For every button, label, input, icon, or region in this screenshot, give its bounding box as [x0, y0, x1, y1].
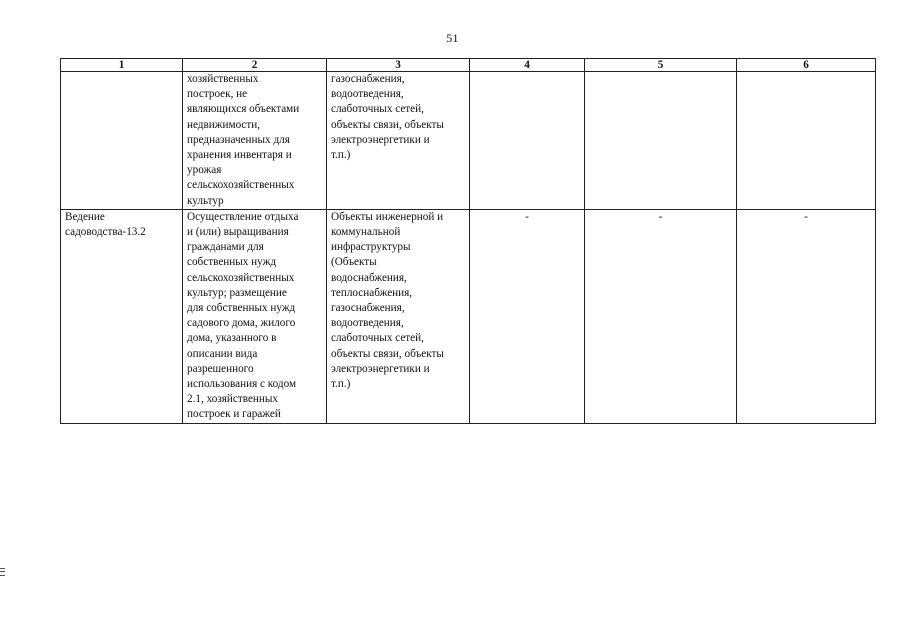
cell-objects [327, 72, 470, 210]
cell-text-line: Объекты инженерной и [331, 210, 444, 223]
cell-col6 [737, 72, 876, 210]
column-header-5: 5 [585, 59, 737, 72]
cell-objects [327, 209, 470, 423]
cell-text-line: 2.1, хозяйственных [187, 393, 279, 406]
cell-text-line: описании вида [187, 347, 258, 360]
table-row [61, 209, 876, 423]
cell-text-line: электроэнергетики и [331, 133, 430, 146]
cell-text-line: объекты связи, объекты [331, 118, 444, 131]
column-header-4: 4 [470, 59, 585, 72]
cell-col4: - [470, 209, 585, 423]
cell-text-line: Осуществление отдыха [187, 210, 299, 223]
cell-description [183, 72, 327, 210]
cell-text-line: хранения инвентаря и [187, 149, 292, 162]
page-number: 51 [446, 31, 459, 45]
cell-text-line: сельскохозяйственных [187, 271, 295, 284]
cell-text-line: т.п.) [331, 149, 351, 162]
cell-text-line: т.п.) [331, 378, 351, 391]
cell-text-line: дома, указанного в [187, 332, 277, 345]
cell-text-line: водоотведения, [331, 317, 404, 330]
cell-text-line: газоснабжения, [331, 73, 405, 85]
cell-col6: - [737, 209, 876, 423]
cell-text-line: использования с кодом [187, 378, 297, 391]
scan-edge-mark [0, 568, 5, 576]
column-header-1: 1 [61, 59, 183, 72]
cell-col4 [470, 72, 585, 210]
cell-text-line: газоснабжения, [331, 302, 405, 315]
cell-description [183, 209, 327, 423]
cell-text-line: Ведение [65, 210, 105, 223]
cell-text-line: коммунальной [331, 226, 401, 239]
cell-col5: - [585, 209, 737, 423]
cell-text-line: собственных нужд [187, 256, 277, 269]
cell-name [61, 72, 183, 210]
cell-text-line: для собственных нужд [187, 302, 296, 315]
cell-text-line: садоводства-13.2 [65, 226, 146, 239]
cell-text-line: построек и гаражей [187, 408, 281, 421]
cell-text-line: (Объекты [331, 256, 377, 269]
cell-text-line: гражданами для [187, 241, 264, 254]
cell-text-line: и (или) выращивания [187, 226, 289, 239]
cell-text-line: хозяйственных [187, 73, 259, 85]
cell-text-line: предназначенных для [187, 133, 290, 146]
cell-text-line: теплоснабжения, [331, 286, 413, 299]
cell-col5 [585, 72, 737, 210]
cell-text-line: урожая [187, 164, 222, 177]
cell-text-line: водоснабжения, [331, 271, 407, 284]
column-header-3: 3 [327, 59, 470, 72]
cell-text-line: построек, не [187, 88, 248, 101]
cell-text-line: слаботочных сетей, [331, 332, 424, 345]
cell-text-line: слаботочных сетей, [331, 103, 424, 116]
cell-text-line: недвижимости, [187, 118, 261, 131]
cell-text-line: культур [187, 194, 224, 207]
cell-text-line: разрешенного [187, 362, 254, 375]
cell-text-line: объекты связи, объекты [331, 347, 444, 360]
cell-text-line: водоотведения, [331, 88, 404, 101]
column-header-2: 2 [183, 59, 327, 72]
cell-text-line: культур; размещение [187, 286, 287, 299]
cell-text-line: инфраструктуры [331, 241, 411, 254]
table-header-row [61, 59, 876, 72]
table-row [61, 72, 876, 210]
cell-text-line: сельскохозяйственных [187, 179, 295, 192]
cell-text-line: садового дома, жилого [187, 317, 296, 330]
cell-text-line: электроэнергетики и [331, 362, 430, 375]
cell-text-line: являющихся объектами [187, 103, 300, 116]
document-table [60, 58, 876, 424]
cell-name [61, 209, 183, 423]
column-header-6: 6 [737, 59, 876, 72]
